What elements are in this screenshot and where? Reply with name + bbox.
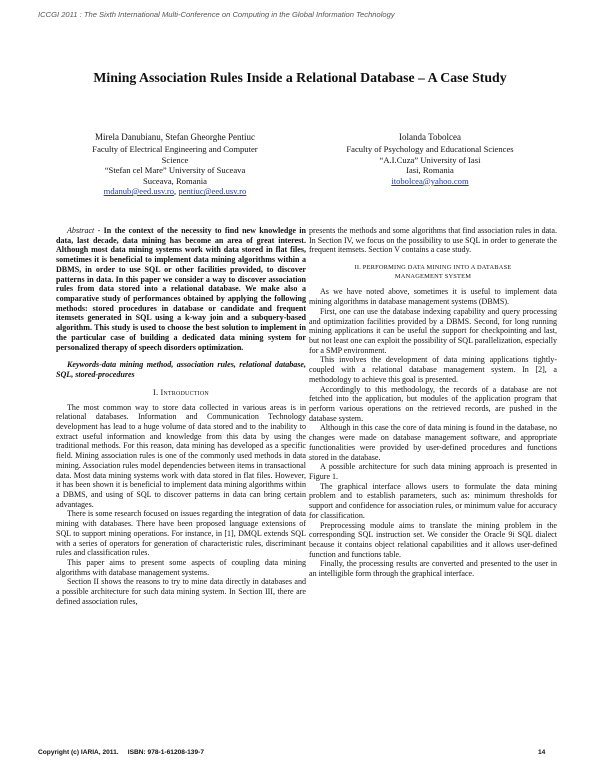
section-heading: [309, 264, 557, 281]
affiliation-line: Faculty of Electrical Engineering and Computer: [92, 144, 258, 155]
paragraph: Accordingly to this methodology, the records of a database are not fetched into the application, but modules of the application program that perform various operations on the retrieved records, are pushed in the database system.: [309, 384, 557, 423]
page-number: 14: [538, 749, 546, 756]
abstract-lead: Abstract -: [67, 226, 104, 235]
section-heading-line: MANAGEMENT SYSTEM: [394, 272, 472, 280]
email-link[interactable]: itobolcea@yahoo.com: [391, 175, 469, 186]
paragraph: This involves the development of data mining applications tightly-coupled with a relational database management system. In [2], a methodology to achieve this goal is presented.: [309, 355, 557, 384]
author-names: Mirela Danubianu, Stefan Gheorghe Pentiuc: [94, 132, 256, 142]
paragraph: Although in this case the core of data mining is found in the database, no changes were made on database management software, and appropriate functionalities were provided by user-defined procedures and functions stored in the database.: [309, 423, 557, 462]
paragraph: Finally, the processing results are converted and presented to the user in an intelligible form through the graphical interface.: [309, 559, 557, 579]
paragraph: Preprocessing module aims to translate the mining problem in the corresponding SQL instruction set. We consider the Oracle 9i SQL dialect because it contains object relational capabilities and it allows user-defined function and functions table.: [309, 520, 557, 559]
author-emails: [60, 186, 290, 196]
affiliation-line: “A.I.Cuza” University of Iasi: [379, 154, 481, 165]
paragraph: This paper aims to present some aspects of coupling data mining algorithms with database management systems.: [56, 558, 306, 577]
section-heading: I. Introduction: [153, 387, 209, 397]
abstract: [56, 226, 306, 352]
abstract-text: In the context of the necessity to find new knowledge in data, last decade, data mining has become an area of great interest. Although most data mining systems work with data stored in flat files, sometimes it is beneficial to implement data mining algorithms within a DBMS, in order to use SQL or other facilities provided, to discover patterns in data. In this paper we consider a way to discover association rules from data stored into a relational database. We make also a comparative study of performances obtained by applying the following methods: stored procedures in database or candidate and frequent itemsets generated in SQL using a k-way join and a subquery-based algorithm. This study is used to choose the best solution to implement in the particular case of building a dedicated data mining system for personalized therapy of speech disorders optimization.: [56, 226, 306, 352]
left-column: [56, 226, 306, 607]
email-link[interactable]: pentiuc@eed.usv.ro: [178, 186, 247, 197]
email-separator: ,: [174, 186, 179, 197]
section-heading-line: II. PERFORMING DATA MINING INTO A DATABASE: [354, 264, 512, 272]
paragraph: A possible architecture for such data mining approach is presented in Figure 1.: [309, 462, 557, 481]
right-column: [309, 226, 557, 579]
paragraph: First, one can use the database indexing capability and query processing and optimization facilities provided by a DBMS. Second, for long running mining applications it can be useful the support for checkpointing and last, but not least one can exploit the possibility of SQL parallelization, especially for a SMP environment.: [309, 306, 557, 355]
paragraph: The most common way to store data collected in various areas is in relational databases. Information and Communication Technology development has lead to a huge volume of data stored and to the inability to extract useful information and knowledge from this data by using the traditional methods. For this reason, data mining has developed as a specific field. Mining association rules is one of the commonly used methods in data mining. Association rules model dependencies between items in transactional data. Most data mining systems work with data stored in flat files. However, it has been shown it is beneficial to implement data mining algorithms within a DBMS, and using of SQL to discover patterns in data can bring certain advantages.: [56, 402, 306, 509]
paragraph: There is some research focused on issues regarding the integration of data mining with databases. There have been proposed language extensions of SQL to support mining operations. For instance, in [1], DMQL extends SQL with a series of operators for generation of characteristic rules, discriminant rules and classification rules.: [56, 509, 306, 558]
affiliation-line: Faculty of Psychology and Educational Sciences: [346, 144, 514, 155]
affiliation-line: “Stefan cel Mare” University of Suceava: [104, 165, 246, 176]
paragraph: Section II shows the reasons to try to mine data directly in databases and a possible architecture for such data mining system. In Section III, there are defined association rules,: [56, 577, 306, 606]
paper-title: Mining Association Rules Inside a Relational Database – A Case Study: [93, 70, 507, 85]
copyright-footer: Copyright (c) IARIA, 2011. ISBN: 978-1-61208-139-7: [38, 749, 205, 756]
author-block-left: [60, 132, 290, 196]
keywords: Keywords-data mining method, association rules, relational database, SQL, stored-procedures: [56, 360, 306, 380]
author-city: Suceava, Romania: [143, 175, 207, 186]
author-names: Iolanda Tobolcea: [399, 132, 461, 142]
affiliation-line: Science: [161, 154, 189, 165]
paragraph: The graphical interface allows users to formulate the data mining problem and to establish parameters, such as: minimum thresholds for support and confidence for association rules, or minimum value for accuracy for classification.: [309, 481, 557, 520]
author-block-right: [315, 132, 545, 186]
paragraph: As we have noted above, sometimes it is useful to implement data mining algorithms in database management systems (DBMS).: [309, 287, 557, 307]
paragraph: presents the methods and some algorithms that find association rules in data. In Section IV, we focus on the possibility to use SQL in order to generate the frequent itemsets. Section V contains a case study.: [309, 226, 557, 255]
email-link[interactable]: mdanub@eed.usv.ro: [103, 186, 175, 197]
author-city: Iasi, Romania: [406, 165, 454, 176]
conference-header: ICCGI 2011 : The Sixth International Multi-Conference on Computing in the Global Information Technology: [38, 10, 395, 19]
